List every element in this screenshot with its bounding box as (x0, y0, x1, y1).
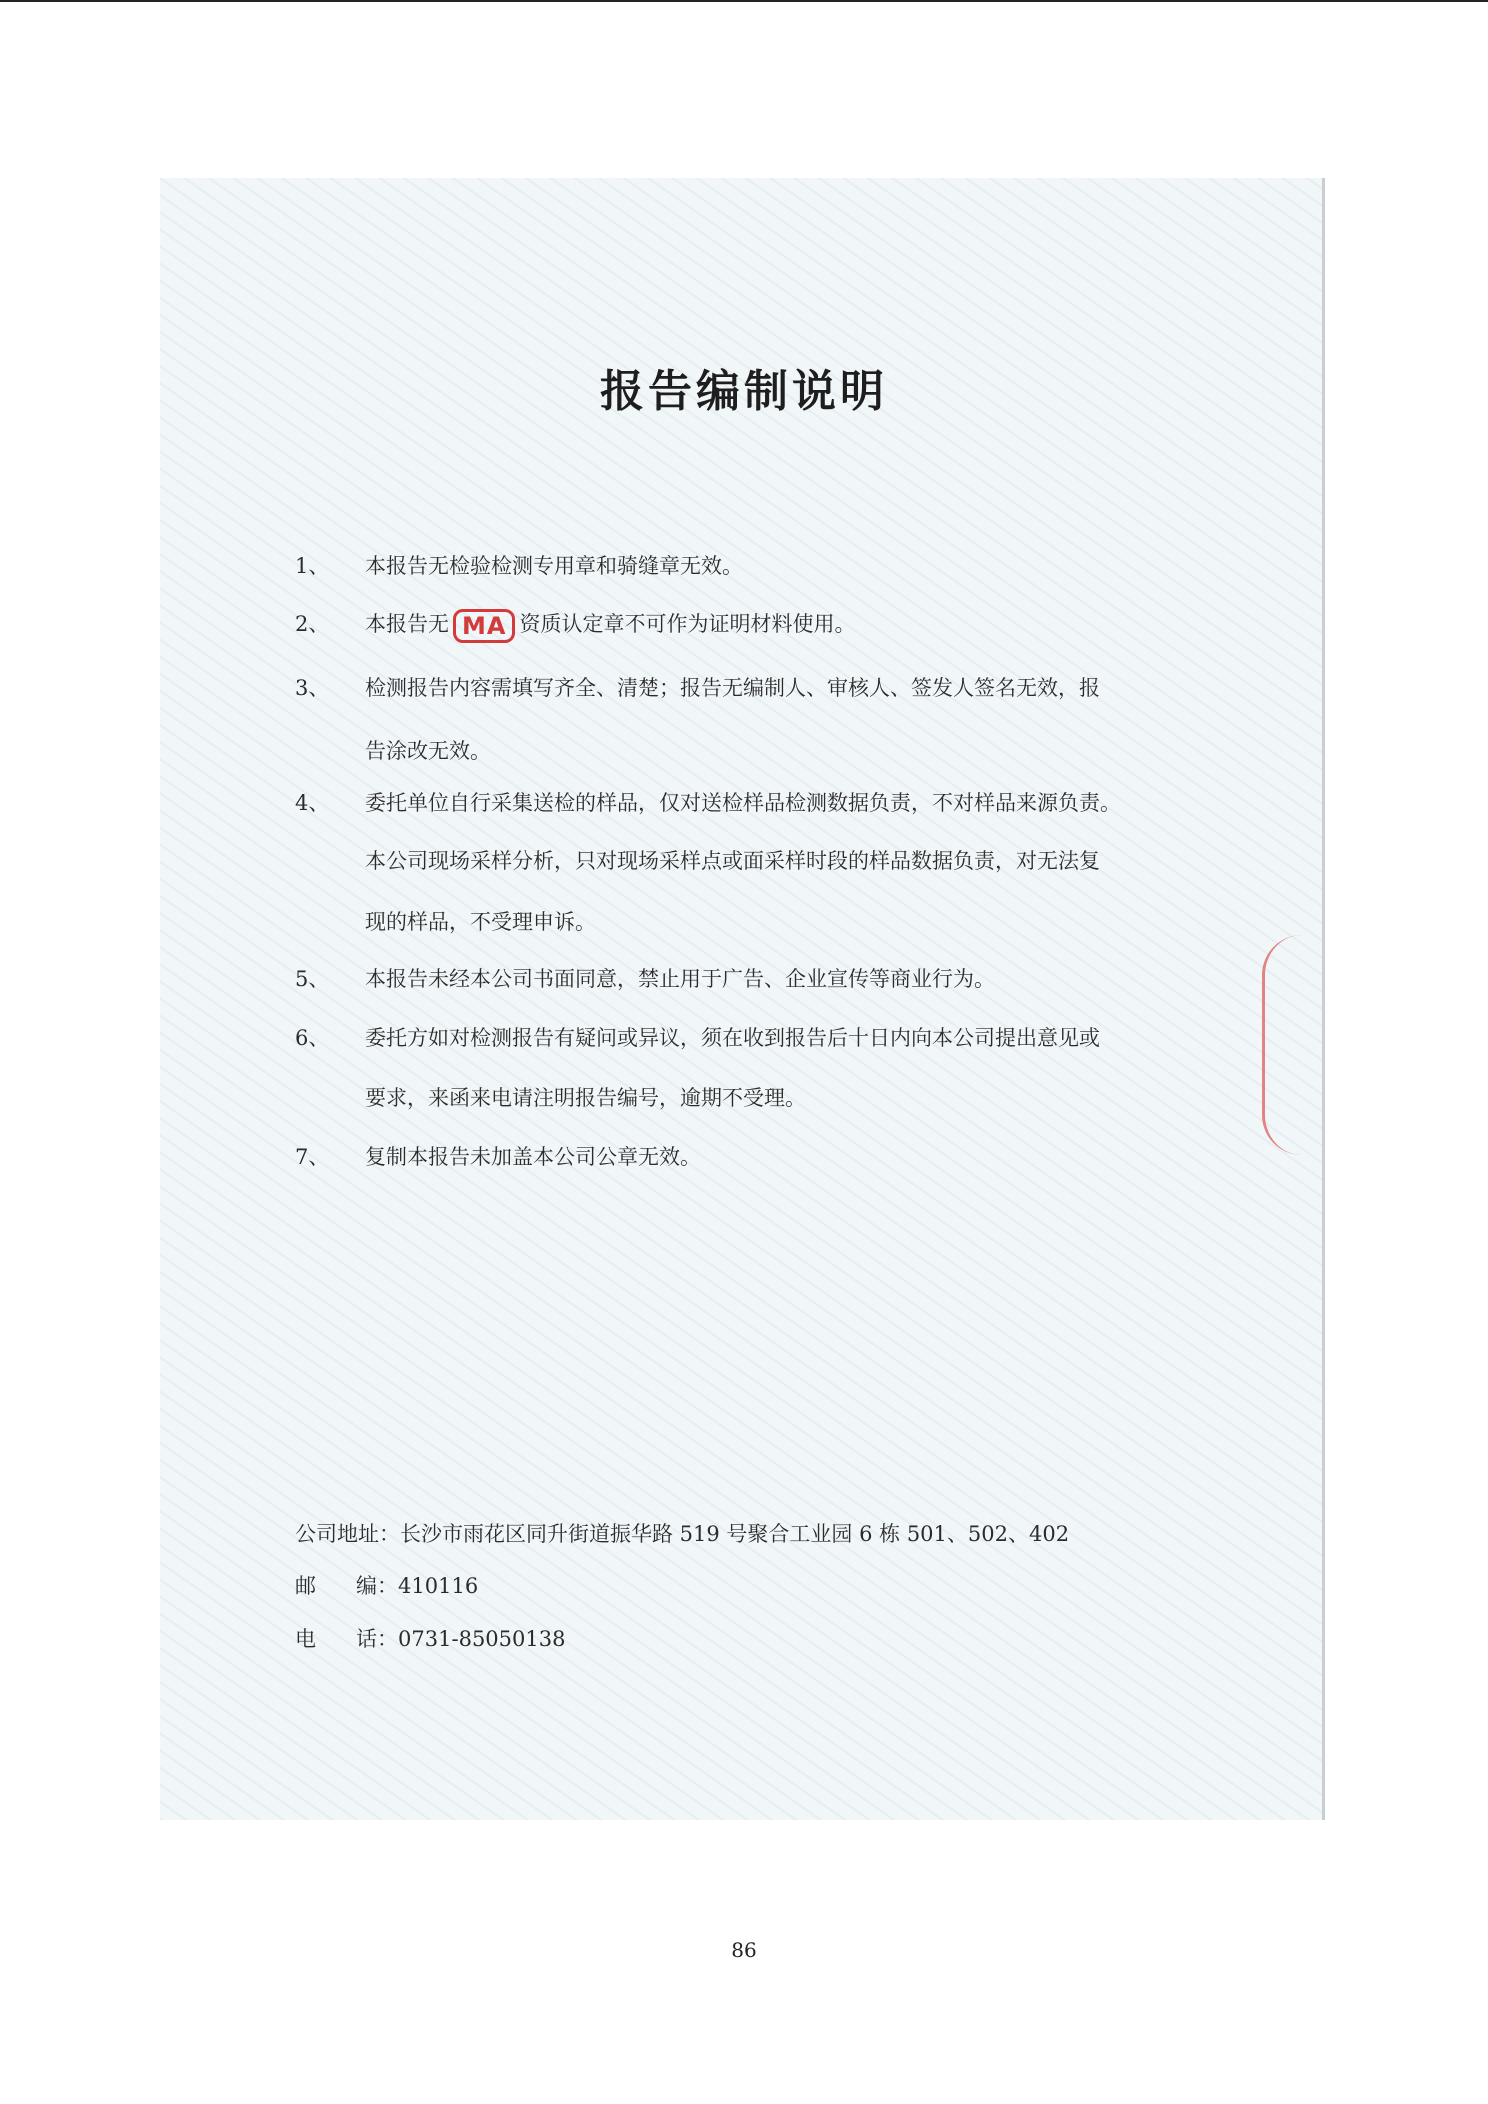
item-text: 检测报告内容需填写齐全、清楚；报告无编制人、审核人、签发人签名无效，报 (365, 676, 1100, 700)
item-text: 要求，来函来电请注明报告编号，逾期不受理。 (365, 1086, 806, 1110)
page-number: 86 (731, 1938, 757, 1962)
item-text: 委托方如对检测报告有疑问或异议，须在收到报告后十日内向本公司提出意见或 (365, 1026, 1100, 1050)
company-address: 公司地址：长沙市雨花区同升街道振华路 519 号聚合工业园 6 栋 501、502、402 (295, 1522, 1070, 1546)
item-text-before: 本报告无 (365, 612, 449, 636)
item-text (365, 608, 855, 643)
item-number: 7、 (295, 1145, 330, 1169)
item-number: 4、 (295, 791, 330, 815)
partial-seal-stamp-icon (1262, 935, 1315, 1155)
item-number: 2、 (295, 612, 330, 636)
item-number: 1、 (295, 554, 330, 578)
item-text: 复制本报告未加盖本公司公章无效。 (365, 1145, 701, 1169)
item-text: 本报告未经本公司书面同意，禁止用于广告、企业宣传等商业行为。 (365, 967, 995, 991)
item-number: 5、 (295, 967, 330, 991)
item-text: 本报告无检验检测专用章和骑缝章无效。 (365, 554, 743, 578)
phone: 电 话：0731-85050138 (295, 1627, 566, 1651)
page-top-border (0, 0, 1488, 2)
item-text: 现的样品，不受理申诉。 (365, 910, 596, 934)
item-text: 本公司现场采样分析，只对现场采样点或面采样时段的样品数据负责，对无法复 (365, 849, 1100, 873)
page-title: 报告编制说明 (600, 366, 888, 417)
scan-edge (1322, 178, 1325, 1820)
item-number: 3、 (295, 676, 330, 700)
item-text-after: 资质认定章不可作为证明材料使用。 (519, 612, 856, 636)
postcode: 邮 编：410116 (295, 1574, 479, 1598)
cma-mark-icon: MA (453, 609, 515, 643)
item-number: 6、 (295, 1026, 330, 1050)
item-text: 委托单位自行采集送检的样品，仅对送检样品检测数据负责，不对样品来源负责。 (365, 791, 1121, 815)
item-text: 告涂改无效。 (365, 739, 491, 763)
